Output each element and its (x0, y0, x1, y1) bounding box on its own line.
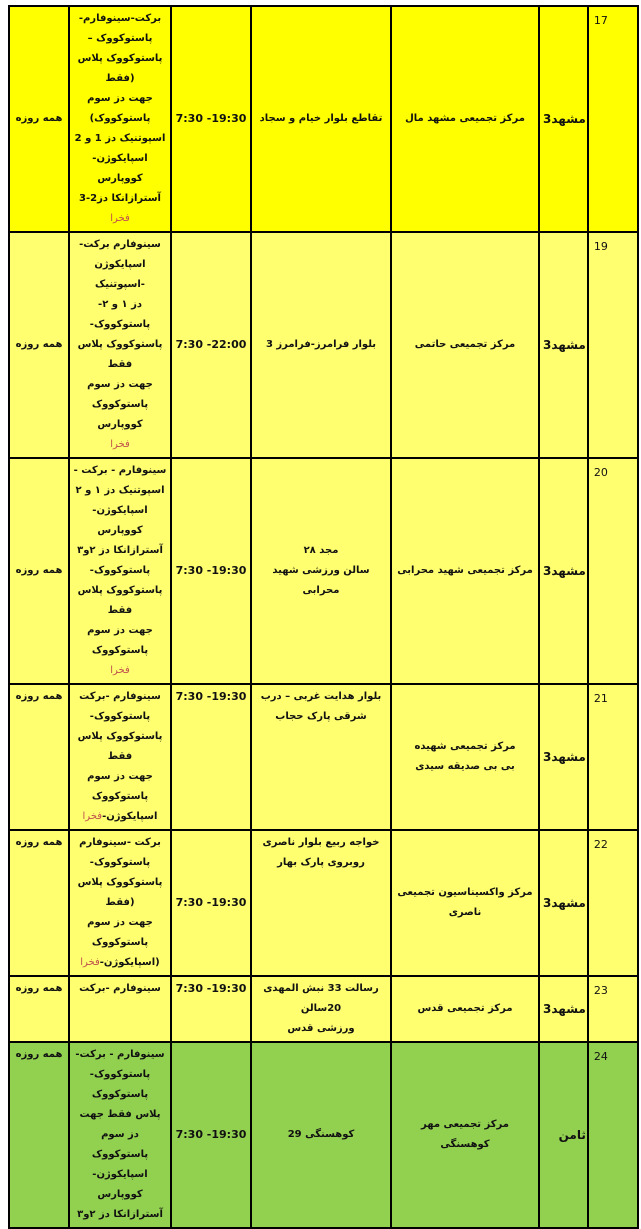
cell-text: پاستوکووک-پاستوکووک (89, 1069, 151, 1100)
cell-text: همه روزه (15, 837, 63, 848)
cell-text: پاستوکووک پلاس فقط (77, 585, 163, 616)
hours-cell (171, 6, 251, 232)
cell-text: سالن ورزشی شهید محرابی (272, 565, 370, 596)
cell-text: سینوفارم برکت- (79, 239, 161, 250)
days-cell (9, 6, 69, 232)
row-number (588, 6, 638, 232)
cell-text: خواجه ربیع بلوار ناصری (262, 837, 380, 848)
table-row (9, 830, 638, 976)
cell-text: ثامن (558, 1128, 586, 1142)
days-cell (9, 1042, 69, 1228)
days-cell (9, 684, 69, 830)
cell-text: جهت دز سوم پاستوکووک) (87, 93, 153, 124)
cell-text: آسترازانکا دز ۲و۳ (77, 1209, 163, 1220)
cell-text: پاستوکووک (91, 1149, 149, 1160)
vaccines-cell (69, 976, 171, 1042)
hours-cell (171, 976, 251, 1042)
region-cell (539, 6, 588, 232)
cell-text: اسپوتنیک دز 1 و 2 (74, 133, 166, 144)
cell-text: پاستوکووک- (89, 857, 151, 868)
cell-text: همه روزه (15, 565, 63, 576)
cell-text: آسترازانکا دز ۲و۳ (77, 545, 163, 556)
cell-text: (اسپایکوژن- (99, 957, 160, 968)
cell-text: فخرا (110, 665, 130, 676)
row-number (588, 458, 638, 684)
cell-text: اسپایکوژن- کووپارس (92, 1169, 148, 1200)
cell-text: سینوفارم - برکت - (73, 465, 167, 476)
cell-text: سینوفارم - برکت- (75, 1049, 165, 1060)
cell-text: مرکز تجمیعی شهیده (414, 741, 516, 752)
cell-text: پاستوکووک پلاس (فقط (77, 877, 163, 908)
region-cell (539, 976, 588, 1042)
cell-text: جهت دز سوم پاستوکووک (87, 625, 153, 656)
center-name-cell (391, 830, 539, 976)
cell-text: شرقی پارک حجاب (275, 711, 367, 722)
cell-text: مجد ۲۸ (303, 545, 339, 556)
cell-text: مرکز واکسیناسیون تجمیعی ناصری (397, 887, 533, 918)
cell-text: مرکز تجمیعی مشهد مال (405, 113, 525, 124)
cell-text: مشهد3 (543, 338, 586, 352)
cell-text: 22 (593, 838, 608, 851)
cell-text: ورزشی قدس (287, 1023, 355, 1034)
cell-text: مرکز تجمیعی قدس (417, 1003, 513, 1014)
days-cell (9, 830, 69, 976)
cell-text: 7:30 -19:30 (175, 982, 247, 995)
region-cell (539, 458, 588, 684)
hours-cell (171, 684, 251, 830)
center-name-cell (391, 458, 539, 684)
cell-text: همه روزه (15, 113, 63, 124)
cell-text: بی بی صدیقه سیدی (415, 761, 515, 772)
cell-text: سینوفارم -برکت (79, 691, 161, 702)
table-row (9, 1042, 638, 1228)
cell-text: 19 (593, 240, 608, 253)
table-row (9, 458, 638, 684)
cell-text: همه روزه (15, 691, 63, 702)
vaccines-cell (69, 458, 171, 684)
address-cell (251, 976, 391, 1042)
address-cell (251, 458, 391, 684)
center-name-cell (391, 6, 539, 232)
days-cell (9, 232, 69, 458)
cell-text: مشهد3 (543, 1002, 586, 1016)
cell-text: فخرا (82, 811, 103, 822)
cell-text: 21 (593, 692, 608, 705)
cell-text: پاستوکووک پلاس فقط (77, 339, 163, 370)
cell-text: بلوار هدایت غربی – درب (260, 691, 382, 702)
cell-text: سینوفارم -برکت (79, 983, 161, 994)
cell-text: اسپایکوژن- (102, 811, 158, 822)
cell-text: برکت -سینوفارم (79, 837, 161, 848)
cell-text: 7:30 -19:30 (175, 896, 247, 909)
vaccines-cell (69, 830, 171, 976)
cell-text: 7:30 -19:30 (175, 1128, 247, 1141)
cell-text: فخرا (80, 957, 100, 968)
cell-text: فخرا (110, 213, 130, 224)
cell-text: همه روزه (15, 1049, 63, 1060)
address-cell (251, 1042, 391, 1228)
cell-text: برکت-سینوفارم- (78, 13, 162, 24)
cell-text: پاستوکووک- (89, 565, 151, 576)
vaccines-cell (69, 1042, 171, 1228)
cell-text: پاستوکووک – (87, 33, 153, 44)
cell-text: کووپارس (97, 419, 143, 430)
cell-text: اسپایکوژن -اسپوتنیک (94, 259, 146, 290)
region-cell (539, 1042, 588, 1228)
cell-text: اسپایکوژن- کووپارس (92, 505, 148, 536)
cell-text: 7:30 -19:30 (175, 564, 247, 577)
cell-text: 17 (593, 14, 608, 27)
cell-text: کوهسنگی 29 (287, 1129, 355, 1140)
cell-text: جهت دز سوم پاستوکووک (87, 917, 153, 948)
center-name-cell (391, 976, 539, 1042)
address-cell (251, 830, 391, 976)
row-number (588, 830, 638, 976)
cell-text: فخرا (110, 439, 130, 450)
cell-text: مشهد3 (543, 112, 586, 126)
center-name-cell (391, 232, 539, 458)
cell-text: 23 (593, 984, 608, 997)
table-row (9, 976, 638, 1042)
cell-text: بلوار فرامرز-فرامرز 3 (265, 339, 377, 350)
cell-text: همه روزه (15, 339, 63, 350)
cell-text: 20 (593, 466, 608, 479)
cell-text: اسپوتنیک دز ۱ و ۲ (75, 485, 165, 496)
table-row (9, 684, 638, 830)
cell-text: پاستوکووک پلاس (فقط (77, 53, 163, 84)
vaccines-cell (69, 232, 171, 458)
cell-text: جهت دز سوم پاستوکووک (87, 379, 153, 410)
vaccines-cell (69, 6, 171, 232)
cell-text: همه روزه (15, 983, 63, 994)
row-number (588, 976, 638, 1042)
cell-text: پاستوکووک- (89, 711, 151, 722)
row-number (588, 1042, 638, 1228)
cell-text: دز ۱ و ۲-پاستوکووک- (89, 299, 151, 330)
days-cell (9, 976, 69, 1042)
cell-text: مشهد3 (543, 750, 586, 764)
cell-text: مرکز تجمیعی شهید محرابی (397, 565, 533, 576)
hours-cell (171, 830, 251, 976)
days-cell (9, 458, 69, 684)
region-cell (539, 830, 588, 976)
cell-text: مشهد3 (543, 564, 586, 578)
table-row (9, 232, 638, 458)
center-name-cell (391, 684, 539, 830)
table-row (9, 6, 638, 232)
hours-cell (171, 1042, 251, 1228)
cell-text: روبروی پارک بهار (277, 857, 365, 868)
address-cell (251, 6, 391, 232)
cell-text: پلاس فقط جهت دز سوم (79, 1109, 161, 1140)
cell-text: اسپایکوژن- کووپارس (92, 153, 148, 184)
row-number (588, 684, 638, 830)
region-cell (539, 232, 588, 458)
address-cell (251, 232, 391, 458)
hours-cell (171, 232, 251, 458)
address-cell (251, 684, 391, 830)
cell-text: رسالت 33 نبش المهدی 20سالن (263, 983, 379, 1014)
cell-text: مرکز تجمیعی مهر کوهسنگی (421, 1119, 509, 1150)
cell-text: تقاطع بلوار خیام و سجاد (259, 113, 383, 124)
cell-text: 24 (593, 1050, 608, 1063)
region-cell (539, 684, 588, 830)
hours-cell (171, 458, 251, 684)
row-number (588, 232, 638, 458)
vaccines-cell (69, 684, 171, 830)
cell-text: پاستوکووک پلاس فقط (77, 731, 163, 762)
cell-text: مرکز تجمیعی حاتمی (414, 339, 516, 350)
center-name-cell (391, 1042, 539, 1228)
cell-text: مشهد3 (543, 896, 586, 910)
cell-text: 7:30 -19:30 (175, 112, 247, 125)
cell-text: آسترازانکا دز2-3 (79, 193, 161, 204)
cell-text: 7:30 -22:00 (175, 338, 247, 351)
vaccination-centers-table (8, 5, 639, 1229)
cell-text: 7:30 -19:30 (175, 690, 247, 703)
cell-text: جهت دز سوم پاستوکووک (87, 771, 153, 802)
